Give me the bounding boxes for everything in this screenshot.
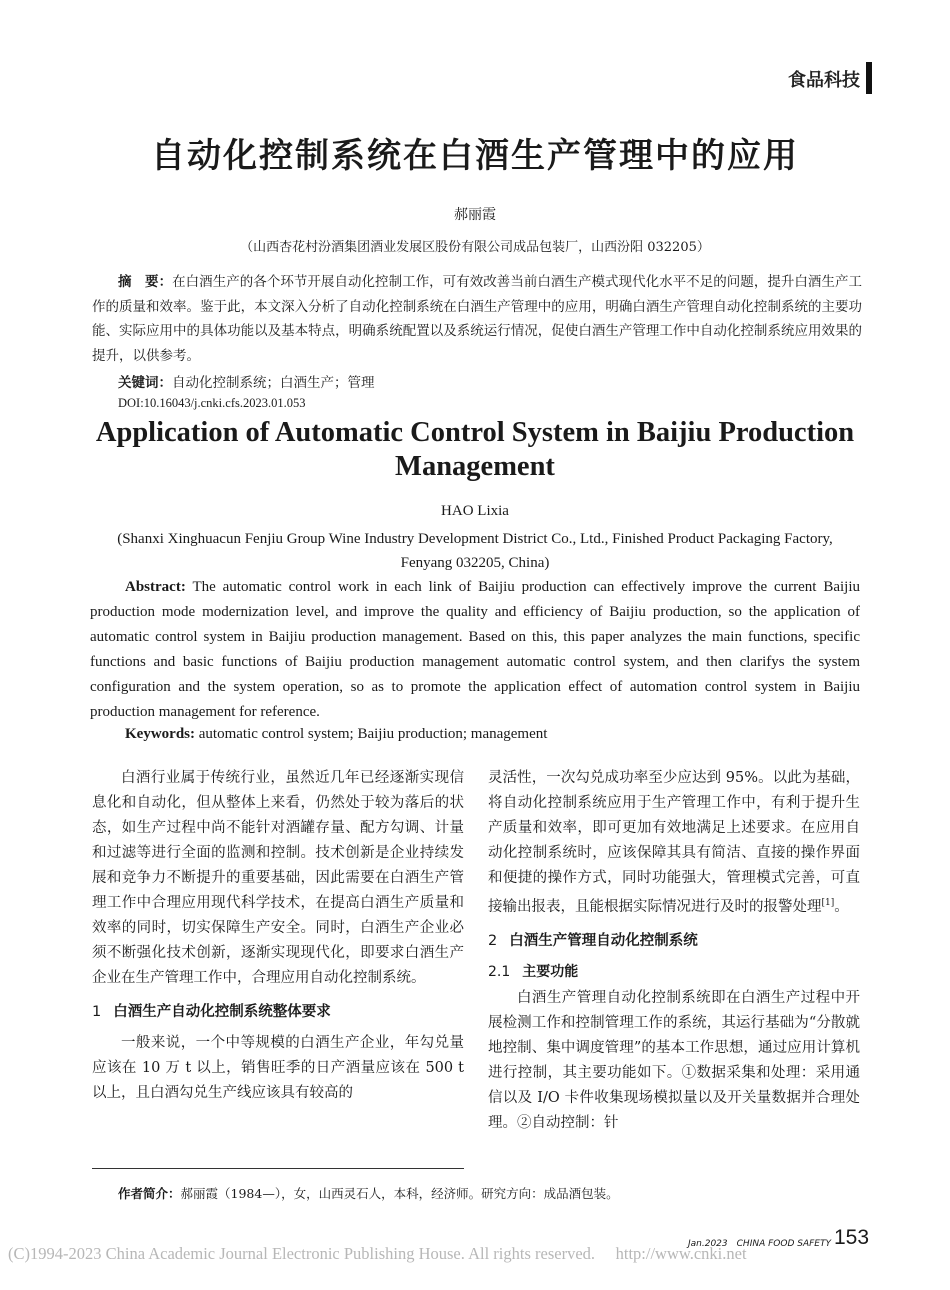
footnote-rule (92, 1168, 464, 1169)
affiliation-zh: （山西杏花村汾酒集团酒业发展区股份有限公司成品包装厂，山西汾阳 032205） (240, 240, 710, 255)
section-1-paragraph-end: 。 (834, 898, 849, 915)
section-2-1-heading (488, 960, 860, 985)
page-number: 153 (834, 1226, 870, 1249)
section-1-title: 白酒生产自动化控制系统整体要求 (113, 1004, 331, 1020)
section-tag: 食品科技 (788, 70, 860, 91)
abstract-en-label: Abstract: (125, 579, 186, 595)
citation-1: [1] (821, 898, 835, 908)
keywords-zh (118, 371, 375, 391)
section-2-title: 白酒生产管理自动化控制系统 (509, 932, 698, 949)
keywords-en-label: Keywords: (125, 726, 195, 742)
keywords-zh-label: 关键词： (118, 375, 172, 391)
section-1-paragraph-text: 灵活性，一次勾兑成功率至少应达到 95%。以此为基础，将自动化控制系统应用于生产管理工作中，有利于提升生产质量和效率，即可更加有效地满足上述要求。在应用自动化控制系统时，应该保障其具有简洁、直接的操作界面和便捷的操作方式，同时功能强大，管理模式完善，可直接输出报表，且能根据实际情况进行及时的报警处理 (488, 770, 860, 915)
section-2-1-title: 主要功能 (522, 963, 579, 980)
section-1-paragraph-start: 一般来说，一个中等规模的白酒生产企业，年勾兑量应该在 10 万 t 以上，销售旺季的日产酒量应该在 500 t 以上，且白酒勾兑生产线应该具有较高的 (92, 1035, 464, 1101)
abstract-zh-text: 在白酒生产的各个环节开展自动化控制工作，可有效改善当前白酒生产模式现代化水平不足的问题，提升白酒生产工作的质量和效率。鉴于此，本文深入分析了自动化控制系统在白酒生产管理中的应用，明确白酒生产管理自动化控制系统的主要功能、实际应用中的具体功能以及基本特点，明确系统配置以及系统运行情况，促使白酒生产管理工作中自动化控制系统应用效果的提升，以供参考。 (92, 274, 863, 364)
section-2-heading (488, 929, 860, 954)
title-zh: 自动化控制系统在白酒生产管理中的应用 (151, 136, 799, 176)
affiliation-en: (Shanxi Xinghuacun Fenjiu Group Wine Industry Development District Co., Ltd., Finished Product Packaging Factory, Fenyang 032205, China) (117, 531, 833, 571)
abstract-zh (92, 270, 862, 368)
author-en: HAO Lixia (441, 503, 509, 519)
author-zh: 郝丽霞 (454, 207, 496, 223)
title-en: Application of Automatic Control System in Baijiu Production Management (95, 417, 855, 482)
body-left-column (92, 766, 464, 1106)
section-1-heading (92, 1000, 464, 1025)
intro-paragraph: 白酒行业属于传统行业，虽然近几年已经逐渐实现信息化和自动化，但从整体上来看，仍然处于较为落后的状态，如生产过程中尚不能针对酒罐存量、配方勾调、计量和过滤等进行全面的监测和控制。技术创新是企业持续发展和竞争力不断提升的重要基础，因此需要在白酒生产管理工作中合理应用现代科学技术，在提高白酒生产质量和效率的同时，切实保障生产安全。同时，白酒生产企业必须不断强化技术创新，逐渐实现现代化，即要求白酒生产企业在生产管理工作中，合理应用自动化控制系统。 (92, 770, 464, 986)
footer-journal: Jan.2023 CHINA FOOD SAFETY (688, 1239, 831, 1249)
body-right-column (488, 766, 860, 1136)
keywords-zh-text: 自动化控制系统；白酒生产；管理 (172, 375, 375, 391)
abstract-en-text: The automatic control work in each link of Baijiu production can effectively improve the current Baijiu production mode modernization level, and improve the quality and efficiency of Baijiu production, so the application of automatic control system in Baijiu production management. Based on this, this paper analyzes the main functions, specific functions and basic functions of Baijiu production management automatic control system, and then clarifys the system configuration and the system operation, so as to promote the application effect of automation control system in Baijiu production management for reference. (90, 579, 860, 720)
footnote-label: 作者简介： (118, 1186, 181, 1201)
section-2-1-number: 2.1 (488, 963, 511, 980)
abstract-zh-label: 摘 要： (118, 274, 173, 290)
section-1-paragraph-cont (488, 766, 860, 920)
section-tag-bar (866, 62, 872, 94)
footnote-text: 郝丽霞（1984—），女，山西灵石人，本科，经济师。研究方向：成品酒包装。 (180, 1186, 619, 1201)
section-2-number: 2 (488, 932, 498, 949)
section-1-number: 1 (92, 1004, 102, 1020)
keywords-en (125, 726, 547, 743)
keywords-en-text: automatic control system; Baijiu production; management (198, 726, 548, 742)
watermark: (C)1994-2023 China Academic Journal Electronic Publishing House. All rights reserved. http://www.cnki.net (8, 1244, 747, 1263)
doi: DOI:10.16043/j.cnki.cfs.2023.01.053 (118, 396, 306, 410)
footnote (118, 1184, 619, 1202)
section-2-1-paragraph: 白酒生产管理自动化控制系统即在白酒生产过程中开展检测工作和控制管理工作的系统，其运行基础为“分散就地控制、集中调度管理”的基本工作思想，通过应用计算机进行控制，其主要功能如下。①数据采集和处理：采用通信以及 I/O 卡件收集现场模拟量以及开关量数据并合理处理。②自动控制：针 (488, 989, 860, 1131)
abstract-en (90, 575, 860, 725)
